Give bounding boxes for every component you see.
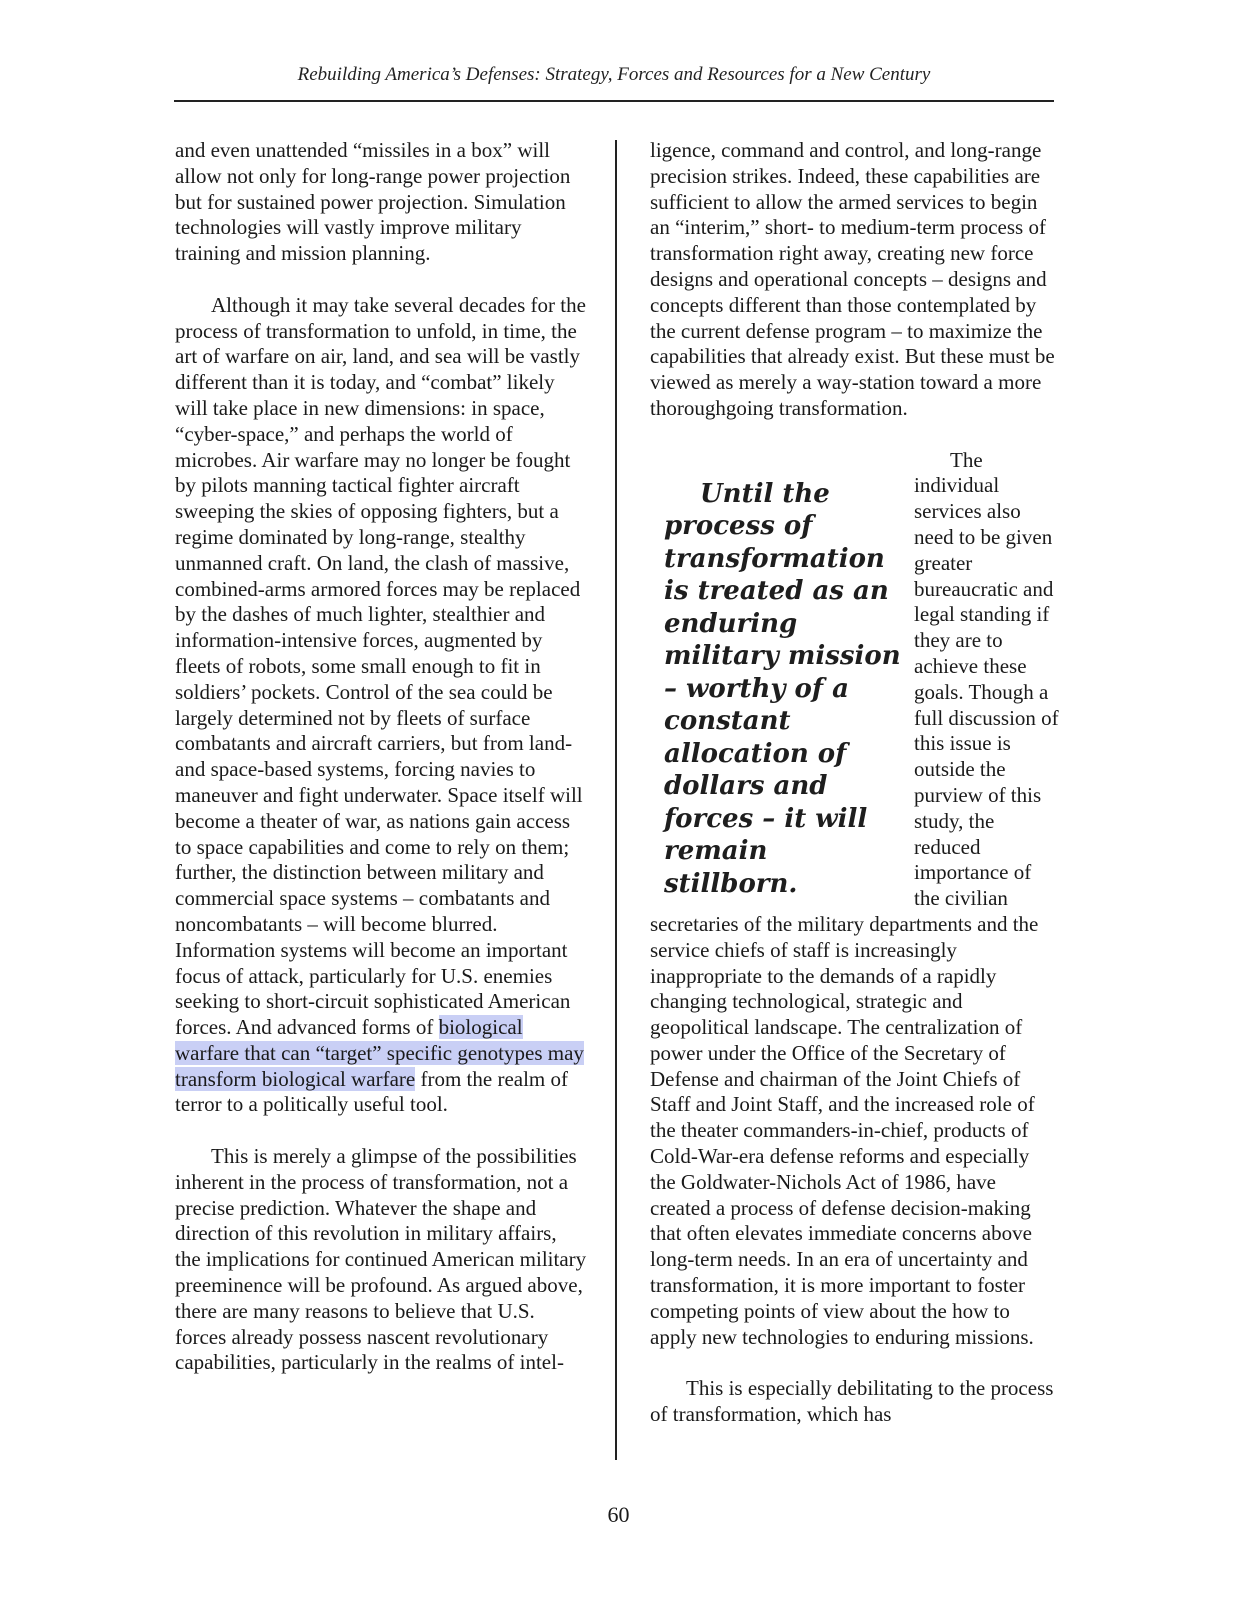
right-column — [650, 138, 1060, 1428]
running-header: Rebuilding America’s Defenses: Strategy, Forces and Resources for a New Century — [297, 64, 931, 85]
left-paragraph-2 — [175, 293, 587, 1119]
right-paragraph-2 — [650, 448, 1060, 1351]
pull-quote: Until the process of transformation is treated as an enduring military mission – worthy of a constant allocation of dollars and forces – it will remain stillborn. — [664, 478, 901, 899]
left-paragraph-2-end: from the realm of terror to a politically useful tool. — [175, 1066, 569, 1117]
header-rule — [174, 100, 1054, 102]
left-paragraph-2-text: Although it may take several decades for the process of transformation to unfold, in time, the art of warfare on air, land, and sea will be vastly different than it is today, and “combat” likely will take place in new dimensions: in space, “cyber-space,” and perhaps the world of microbes. Air warfare may no longer be fought by pilots manning tactical fighter aircraft sweeping the skies of opposing fighters, but a regime dominated by long-range, stealthy unmanned craft. On land, the clash of massive, combined-arms armored forces may be replaced by the dashes of much lighter, stealthier and information-intensive forces, augmented by fleets of robots, some small enough to fit in soldiers’ pockets. Control of the sea could be largely determined not by fleets of surface combatants and aircraft carriers, but from land- and space-based systems, forcing navies to maneuver and fight underwater. Space itself will become a theater of war, as nations gain access to space capabilities and come to rely on them; further, the distinction between military and commercial space systems – combatants and noncombatants – will become blurred. Information systems will become an important focus of attack, particularly for U.S. enemies seeking to short-circuit sophisticated American forces. And advanced forms of — [175, 292, 586, 1040]
right-paragraph-1: ligence, command and control, and long-range precision strikes. Indeed, these capabilities are sufficient to allow the armed services to begin an “interim,” short- to medium-term process of transformation right away, creating new force designs and operational concepts – designs and concepts different than those contemplated by the current defense program – to maximize the capabilities that already exist. But these must be viewed as merely a way-station toward a more thoroughgoing transformation. — [650, 138, 1055, 420]
left-paragraph-1: and even unattended “missiles in a box” will allow not only for long-range power projection but for sustained power projection. Simulation technologies will vastly improve military training and mission planning. — [175, 138, 571, 266]
column-divider — [615, 140, 617, 1460]
pullquote-spacer — [650, 448, 898, 468]
right-paragraph-3: This is especially debilitating to the process of transformation, which has — [650, 1376, 1054, 1427]
page-number: 60 — [607, 1502, 630, 1527]
right-paragraph-2-text: The individual services also need to be given greater bureaucratic and legal standing if they are to achieve these goals. Though a full discussion of this issue is outside the purview of this study, the reduced importance of the civilian secretaries of the military departments and the service chiefs of staff is increasingly inappropriate to the demands of a rapidly changing technological, strategic and geopolitical landscape. The centralization of power under the Office of the Secretary of Defense and chairman of the Joint Chiefs of Staff and Joint Staff, and the increased role of the theater commanders-in-chief, products of Cold-War-era defense reforms and especially the Goldwater-Nichols Act of 1986, have created a process of defense decision-making that often elevates immediate concerns above long-term needs. In an era of uncertainty and transformation, it is more important to foster competing points of view about the how to apply new technologies to enduring missions. — [650, 447, 1059, 1349]
left-paragraph-3: This is merely a glimpse of the possibilities inherent in the process of transformation, not a precise prediction. Whatever the shape and direction of this revolution in military affairs, the implications for continued American military preeminence will be profound. As argued above, there are many reasons to believe that U.S. forces already possess nascent revolutionary capabilities, particularly in the realms of intel- — [175, 1144, 587, 1375]
highlighted-text[interactable]: biological warfare that can “target” specific genotypes may transform biological warfare — [175, 1015, 584, 1091]
left-column — [175, 138, 587, 1376]
